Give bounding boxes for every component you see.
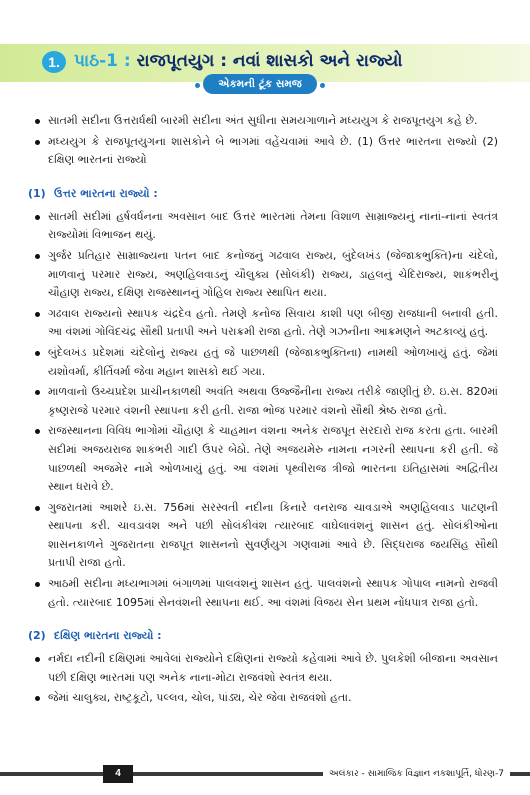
page-footer: [0, 765, 530, 783]
section-number: (2): [28, 629, 46, 643]
list-item: માળવાનો ઉચ્ચપ્રદેશ પ્રાચીનકાળથી અવંતિ અથવા ઉજ્જૈનીના રાજ્ય તરીકે જાણીતું છે. ઇ.સ. 820માં કૃષ્ણરાજે પરમાર વંશની સ્થાપના કરી હતી. રાજા ભોજ પરમાર વંશનો સૌથી શ્રેષ્ઠ રાજા હતો.: [28, 383, 498, 420]
list-item: જેમાં ચાલુક્ય, રાષ્ટ્રકૂટો, પલ્લવ, ચોલ, પાંડ્ય, ચેર જેવા રાજવંશો હતા.: [28, 689, 498, 708]
intro-item: સાતમી સદીના ઉત્તરાર્ધથી બારમી સદીના અંત સુધીના સમયગાળાને મધ્યયુગ કે રાજપૂતયુગ કહે છે.: [28, 112, 498, 131]
content: [28, 112, 498, 710]
chapter-title: [74, 51, 403, 71]
page-number: 4: [103, 765, 133, 783]
chapter-number-badge: 1.: [42, 51, 66, 73]
lesson-label: પાઠ-1 :: [74, 51, 131, 71]
list-item: આઠમી સદીના મધ્યભાગમાં બંગાળમાં પાલવંશનું શાસન હતું. પાલવંશનો સ્થાપક ગોપાલ નામનો રાજવી હતો. ત્યારબાદ 1095માં સેનવંશની સ્થાપના થઈ. આ વંશમાં વિજય સેન પ્રથમ નોંધપાત્ર રાજા હતો.: [28, 575, 498, 612]
list-item: ગુજરાતમાં આશરે ઇ.સ. 756માં સરસ્વતી નદીના કિનારે વનરાજ ચાવડાએ અણહિલવાડ પાટણની સ્થાપના કરી. ચાવડાવંશ અને પછી સોલંકીવંશ ત્યારબાદ વાઘેલાવંશનું શાસન હતું. સોલંકીઓના શાસનકાળને ગુજરાતના રાજપૂત શાસનનો સુવર્ણયુગ ગણવામાં આવે છે. સિદ્ધરાજ જયસિંહ સૌથી પ્રતાપી રાજા હતો.: [28, 499, 498, 573]
list-item: ગઢવાલ રાજ્યનો સ્થાપક ચંદ્રદેવ હતો. તેમણે કનોજ સિવાય કાશી પણ બીજી રાજધાની બનાવી હતી. આ વંશમાં ગોવિંદચંદ્ર સૌથી પ્રતાપી અને પરાક્રમી રાજા હતો. તેણે ગઝનીના આક્રમણને અટકાવ્યું હતું.: [28, 305, 498, 342]
list-item: બુંદેલખંડ પ્રદેશમાં ચંદેલોનું રાજ્ય હતું જે પાછળથી (જેજાકભુક્તિના) નામથી ઓળખાયું હતું. જેમાં યશોવર્મા, કીર્તિવર્મા જેવા મહાન શાસકો થઈ ગયા.: [28, 344, 498, 381]
section-title: ઉત્તર ભારતના રાજ્યો :: [54, 186, 158, 200]
footer-book-title: અલંકાર - સામાજિક વિજ્ઞાન નકશાપૂર્તિ, ધોરણ-7: [323, 765, 510, 783]
list-item: નર્મદા નદીની દક્ષિણમાં આવેલાં રાજ્યોને દક્ષિણનાં રાજ્યો કહેવામાં આવે છે. પુલકેશી બીજાના અવસાન પછી દક્ષિણ ભારતમાં પણ અનેક નાના-મોટા રાજવંશો સ્વતંત્ર થયા.: [28, 650, 498, 687]
section-title: દક્ષિણ ભારતના રાજ્યો :: [54, 629, 162, 643]
list-item: રાજસ્થાનના વિવિધ ભાગોમાં ચૌહાણ કે ચાહમાન વંશના અનેક રાજપૂત સરદારો રાજ કરતા હતા. બારમી સદીમાં અજયરાજ શાકંભરી ગાદી ઉપર બેઠો. તેણે અજયમેરુ નામના નગરની સ્થાપના કરી હતી. જે પાછળથી અજમેર નામે ઓળખાયું હતું. આ વંશમાં પૃથ્વીરાજ ત્રીજો ભારતના ઇતિહાસમાં અદ્વિતીય સ્થાન ધરાવે છે.: [28, 422, 498, 496]
brief-summary-label: એકમની ટૂંક સમજ: [203, 74, 317, 94]
list-item: સાતમી સદીમાં હર્ષવર્ધનના અવસાન બાદ ઉત્તર ભારતમાં તેમના વિશાળ સામ્રાજ્યનું નાનાં-નાનાં સ્વતંત્ર રાજ્યોમાં વિભાજન થયું.: [28, 208, 498, 245]
section-number: (1): [28, 186, 46, 200]
section-heading-south: [28, 628, 498, 644]
list-item: ગુર્જર પ્રતિહાર સામ્રાજ્યના પતન બાદ કનોજનું ગઢવાલ રાજ્ય, બુંદેલખંડ (જેજાકભુક્તિ)ના ચંદેલો, માળવાનું પરમાર રાજ્ય, અણહિલવાડનું ચૌલુક્ય (સોલંકી) રાજ્ય, ડાહલનું ચેદિરાજ્ય, શાકંભરીનું ચૌહાણ રાજ્ય, દક્ષિણ રાજસ્થાનનું ગોહિલ રાજ્ય સ્થાપિત થયા.: [28, 247, 498, 303]
section-heading-north: [28, 186, 498, 202]
intro-item: મધ્યયુગ કે રાજપૂતયુગના શાસકોને બે ભાગમાં વહેંચવામાં આવે છે. (1) ઉત્તર ભારતના રાજ્યો (2) દક્ષિણ ભારતનાં રાજ્યો: [28, 133, 498, 170]
chapter-title-text: રાજપૂતયુગ : નવાં શાસકો અને રાજ્યો: [136, 51, 403, 71]
